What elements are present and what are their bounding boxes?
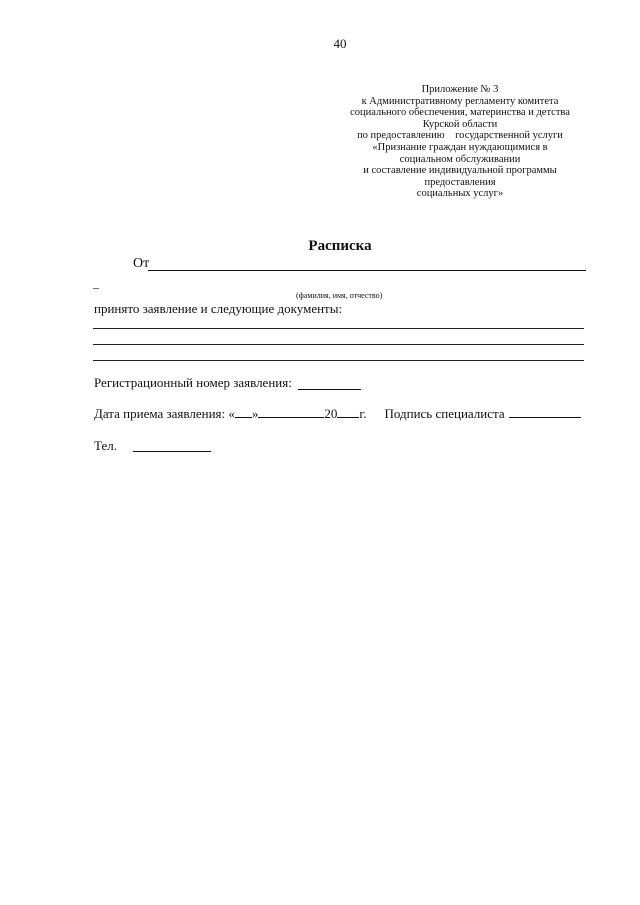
year-prefix: 20	[324, 406, 338, 421]
appendix-header	[330, 84, 590, 200]
page-number: 40	[333, 36, 347, 51]
accepted-documents-label: принято заявление и следующие документы:	[94, 301, 343, 316]
dash-mark: –	[93, 280, 99, 294]
appendix-line: Приложение № 3	[421, 84, 499, 95]
registration-number-label: Регистрационный номер заявления:	[94, 375, 292, 390]
date-quote-close: »	[251, 406, 259, 421]
applicant-name-field[interactable]	[148, 270, 586, 271]
appendix-line: социальных услуг»	[416, 188, 504, 200]
appendix-line: социального обеспечения, материнства и детства	[350, 107, 570, 119]
signature-label: Подпись специалиста	[384, 406, 505, 421]
year-field[interactable]	[337, 405, 359, 418]
day-field[interactable]	[235, 405, 252, 418]
fio-hint: (фамилия, имя, отчество)	[296, 291, 383, 300]
appendix-line: и составление индивидуальной программы	[363, 165, 557, 177]
documents-line-field[interactable]	[93, 360, 584, 361]
appendix-line: социальном обслуживании	[399, 153, 521, 165]
phone-label: Тел.	[94, 438, 117, 453]
appendix-line: предоставления	[424, 176, 496, 188]
registration-number-field[interactable]	[298, 389, 361, 390]
phone-field[interactable]	[133, 451, 211, 452]
documents-line-field[interactable]	[93, 344, 584, 345]
signature-field[interactable]	[509, 405, 581, 418]
from-label: От	[133, 256, 150, 271]
appendix-line: к Административному регламенту комитета	[361, 95, 559, 107]
documents-line-field[interactable]	[93, 328, 584, 329]
document-title: Расписка	[308, 238, 372, 254]
date-signature-row	[94, 405, 581, 422]
appendix-line: «Признание граждан нуждающимися в	[372, 141, 548, 153]
month-field[interactable]	[258, 405, 324, 418]
date-label: Дата приема заявления: «	[94, 406, 235, 421]
appendix-line: Курской области	[422, 118, 498, 130]
year-suffix: г.	[359, 406, 367, 421]
appendix-line: по предоставлению государственной услуги	[357, 130, 563, 142]
